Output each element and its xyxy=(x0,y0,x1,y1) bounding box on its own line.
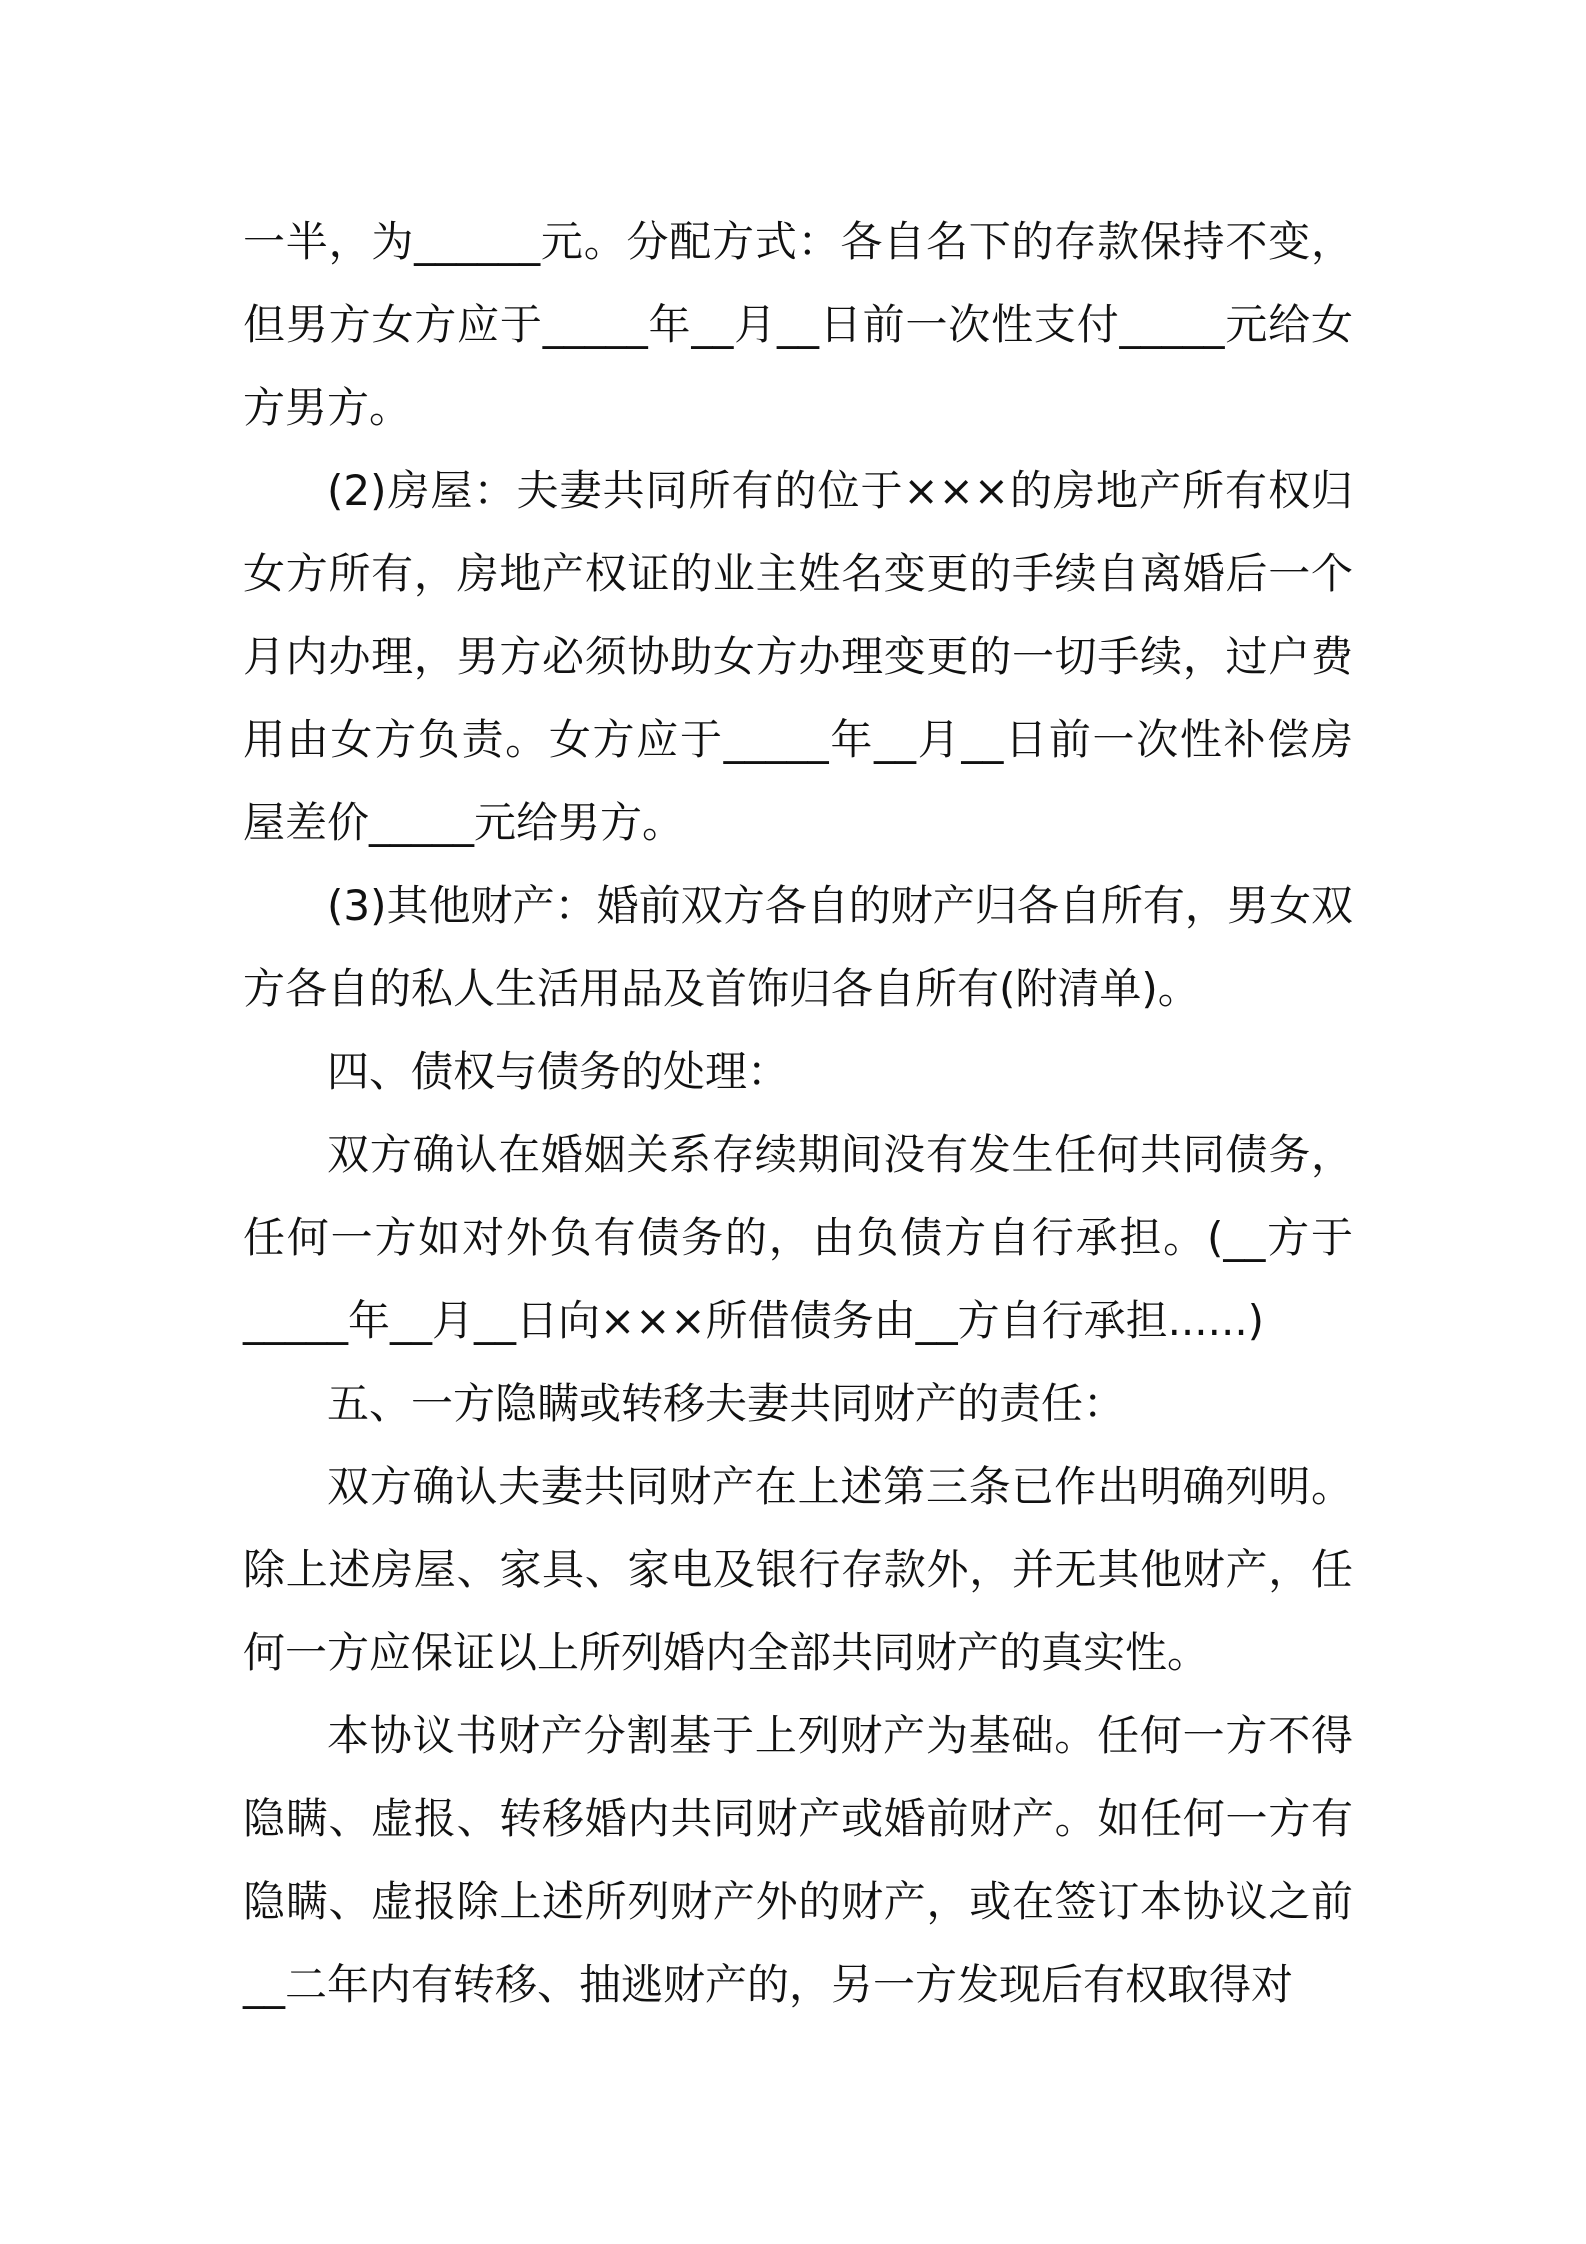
document-body xyxy=(243,200,1353,2026)
section-heading-concealment: 五、一方隐瞒或转移夫妻共同财产的责任： xyxy=(327,1379,1126,1428)
paragraph-continued: 一半，为______元。分配方式：各自名下的存款保持不变，但男方女方应于_____年__月__日前一次性支付_____元给女方男方。 xyxy=(243,217,1353,432)
paragraph-agreement-basis: 本协议书财产分割基于上列财产为基础。任何一方不得隐瞒、虚报、转移婚内共同财产或婚前财产。如任何一方有隐瞒、虚报除上述所列财产外的财产，或在签订本协议之前__二年内有转移、抽逃财产的，另一方发现后有权取得对 xyxy=(243,1711,1353,2009)
paragraph-house: (2)房屋：夫妻共同所有的位于×××的房地产所有权归女方所有，房地产权证的业主姓名变更的手续自离婚后一个月内办理，男方必须协助女方办理变更的一切手续，过户费用由女方负责。女方应于_____年__月__日前一次性补偿房屋差价_____元给男方。 xyxy=(243,466,1353,847)
paragraph-debts: 双方确认在婚姻关系存续期间没有发生任何共同债务，任何一方如对外负有债务的，由负债方自行承担。(__方于_____年__月__日向×××所借债务由__方自行承担......) xyxy=(243,1130,1353,1345)
paragraph-confirmation: 双方确认夫妻共同财产在上述第三条已作出明确列明。除上述房屋、家具、家电及银行存款外，并无其他财产，任何一方应保证以上所列婚内全部共同财产的真实性。 xyxy=(243,1462,1353,1677)
paragraph-other-property: (3)其他财产：婚前双方各自的财产归各自所有，男女双方各自的私人生活用品及首饰归各自所有(附清单)。 xyxy=(243,881,1353,1013)
section-heading-debts: 四、债权与债务的处理： xyxy=(327,1047,790,1096)
